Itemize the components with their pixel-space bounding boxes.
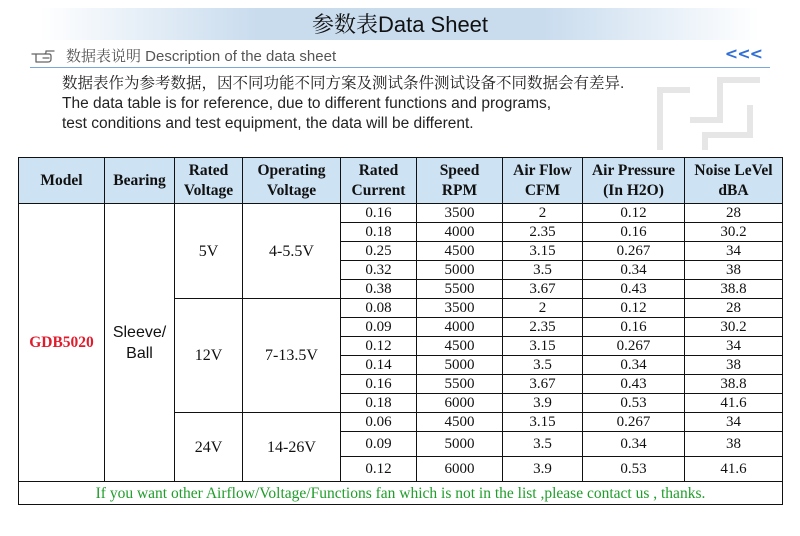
col-header-model: Model bbox=[19, 158, 105, 204]
airflow-cell: 2.35 bbox=[503, 223, 583, 242]
current-cell: 0.08 bbox=[341, 299, 417, 318]
noise-cell: 34 bbox=[685, 413, 783, 432]
speed-cell: 5000 bbox=[417, 261, 503, 280]
current-cell: 0.12 bbox=[341, 457, 417, 482]
speed-cell: 4500 bbox=[417, 242, 503, 261]
pressure-cell: 0.16 bbox=[583, 223, 685, 242]
pressure-cell: 0.12 bbox=[583, 204, 685, 223]
current-cell: 0.16 bbox=[341, 204, 417, 223]
speed-cell: 5000 bbox=[417, 432, 503, 457]
airflow-cell: 3.15 bbox=[503, 337, 583, 356]
airflow-cell: 3.5 bbox=[503, 432, 583, 457]
current-cell: 0.16 bbox=[341, 375, 417, 394]
intro-text bbox=[62, 74, 762, 134]
speed-cell: 6000 bbox=[417, 457, 503, 482]
operating-voltage-cell: 7-13.5V bbox=[243, 299, 341, 413]
current-cell: 0.32 bbox=[341, 261, 417, 280]
airflow-cell: 3.67 bbox=[503, 375, 583, 394]
pressure-cell: 0.34 bbox=[583, 261, 685, 280]
speed-cell: 5500 bbox=[417, 375, 503, 394]
col-header-air-flow: Air Flow CFM bbox=[503, 158, 583, 204]
airflow-cell: 3.5 bbox=[503, 261, 583, 280]
current-cell: 0.09 bbox=[341, 432, 417, 457]
pressure-cell: 0.267 bbox=[583, 337, 685, 356]
table-header-row bbox=[19, 158, 783, 204]
airflow-cell: 3.5 bbox=[503, 356, 583, 375]
noise-cell: 38 bbox=[685, 432, 783, 457]
data-sheet-table bbox=[18, 157, 783, 505]
airflow-cell: 3.15 bbox=[503, 413, 583, 432]
pressure-cell: 0.16 bbox=[583, 318, 685, 337]
col-header-air-pressure: Air Pressure (In H2O) bbox=[583, 158, 685, 204]
noise-cell: 30.2 bbox=[685, 223, 783, 242]
current-cell: 0.18 bbox=[341, 223, 417, 242]
speed-cell: 4000 bbox=[417, 318, 503, 337]
speed-cell: 4500 bbox=[417, 413, 503, 432]
col-header-bearing: Bearing bbox=[105, 158, 175, 204]
speed-cell: 6000 bbox=[417, 394, 503, 413]
rated-voltage-cell: 5V bbox=[175, 204, 243, 299]
airflow-cell: 3.9 bbox=[503, 457, 583, 482]
current-cell: 0.06 bbox=[341, 413, 417, 432]
current-cell: 0.09 bbox=[341, 318, 417, 337]
pressure-cell: 0.53 bbox=[583, 394, 685, 413]
speed-cell: 5500 bbox=[417, 280, 503, 299]
noise-cell: 38.8 bbox=[685, 375, 783, 394]
airflow-cell: 3.9 bbox=[503, 394, 583, 413]
pressure-cell: 0.34 bbox=[583, 432, 685, 457]
noise-cell: 28 bbox=[685, 204, 783, 223]
description-label: 数据表说明 Description of the data sheet bbox=[66, 48, 337, 65]
current-cell: 0.12 bbox=[341, 337, 417, 356]
pointing-hand-icon bbox=[30, 45, 56, 65]
col-header-noise-level: Noise LeVel dBA bbox=[685, 158, 783, 204]
airflow-cell: 2 bbox=[503, 204, 583, 223]
intro-line: 数据表作为参考数据，因不同功能不同方案及测试条件测试设备不同数据会有差异. bbox=[62, 75, 625, 92]
pressure-cell: 0.53 bbox=[583, 457, 685, 482]
current-cell: 0.14 bbox=[341, 356, 417, 375]
speed-cell: 5000 bbox=[417, 356, 503, 375]
noise-cell: 38 bbox=[685, 356, 783, 375]
intro-line: test conditions and test equipment, the data will be different. bbox=[62, 115, 474, 132]
airflow-cell: 2 bbox=[503, 299, 583, 318]
noise-cell: 34 bbox=[685, 242, 783, 261]
operating-voltage-cell: 14-26V bbox=[243, 413, 341, 482]
pressure-cell: 0.34 bbox=[583, 356, 685, 375]
model-cell: GDB5020 bbox=[19, 204, 105, 482]
airflow-cell: 3.67 bbox=[503, 280, 583, 299]
current-cell: 0.18 bbox=[341, 394, 417, 413]
current-cell: 0.38 bbox=[341, 280, 417, 299]
contact-note: If you want other Airflow/Voltage/Functions fan which is not in the list ,please contact us , thanks. bbox=[19, 482, 783, 505]
bearing-cell: Sleeve/ Ball bbox=[105, 204, 175, 482]
operating-voltage-cell: 4-5.5V bbox=[243, 204, 341, 299]
speed-cell: 4500 bbox=[417, 337, 503, 356]
col-header-operating-voltage: Operating Voltage bbox=[243, 158, 341, 204]
noise-cell: 41.6 bbox=[685, 394, 783, 413]
speed-cell: 4000 bbox=[417, 223, 503, 242]
noise-cell: 34 bbox=[685, 337, 783, 356]
airflow-cell: 2.35 bbox=[503, 318, 583, 337]
airflow-cell: 3.15 bbox=[503, 242, 583, 261]
pressure-cell: 0.267 bbox=[583, 413, 685, 432]
noise-cell: 41.6 bbox=[685, 457, 783, 482]
pressure-cell: 0.43 bbox=[583, 375, 685, 394]
noise-cell: 28 bbox=[685, 299, 783, 318]
noise-cell: 30.2 bbox=[685, 318, 783, 337]
pressure-cell: 0.43 bbox=[583, 280, 685, 299]
rated-voltage-cell: 12V bbox=[175, 299, 243, 413]
table-row bbox=[19, 204, 783, 223]
rated-voltage-cell: 24V bbox=[175, 413, 243, 482]
col-header-speed: Speed RPM bbox=[417, 158, 503, 204]
table-footer-row bbox=[19, 482, 783, 505]
col-header-rated-voltage: Rated Voltage bbox=[175, 158, 243, 204]
col-header-rated-current: Rated Current bbox=[341, 158, 417, 204]
speed-cell: 3500 bbox=[417, 299, 503, 318]
intro-line: The data table is for reference, due to different functions and programs, bbox=[62, 95, 552, 112]
chevron-left-icon: <<< bbox=[724, 44, 762, 63]
page-title: 参数表Data Sheet bbox=[311, 12, 489, 37]
current-cell: 0.25 bbox=[341, 242, 417, 261]
noise-cell: 38 bbox=[685, 261, 783, 280]
pressure-cell: 0.12 bbox=[583, 299, 685, 318]
noise-cell: 38.8 bbox=[685, 280, 783, 299]
pressure-cell: 0.267 bbox=[583, 242, 685, 261]
speed-cell: 3500 bbox=[417, 204, 503, 223]
